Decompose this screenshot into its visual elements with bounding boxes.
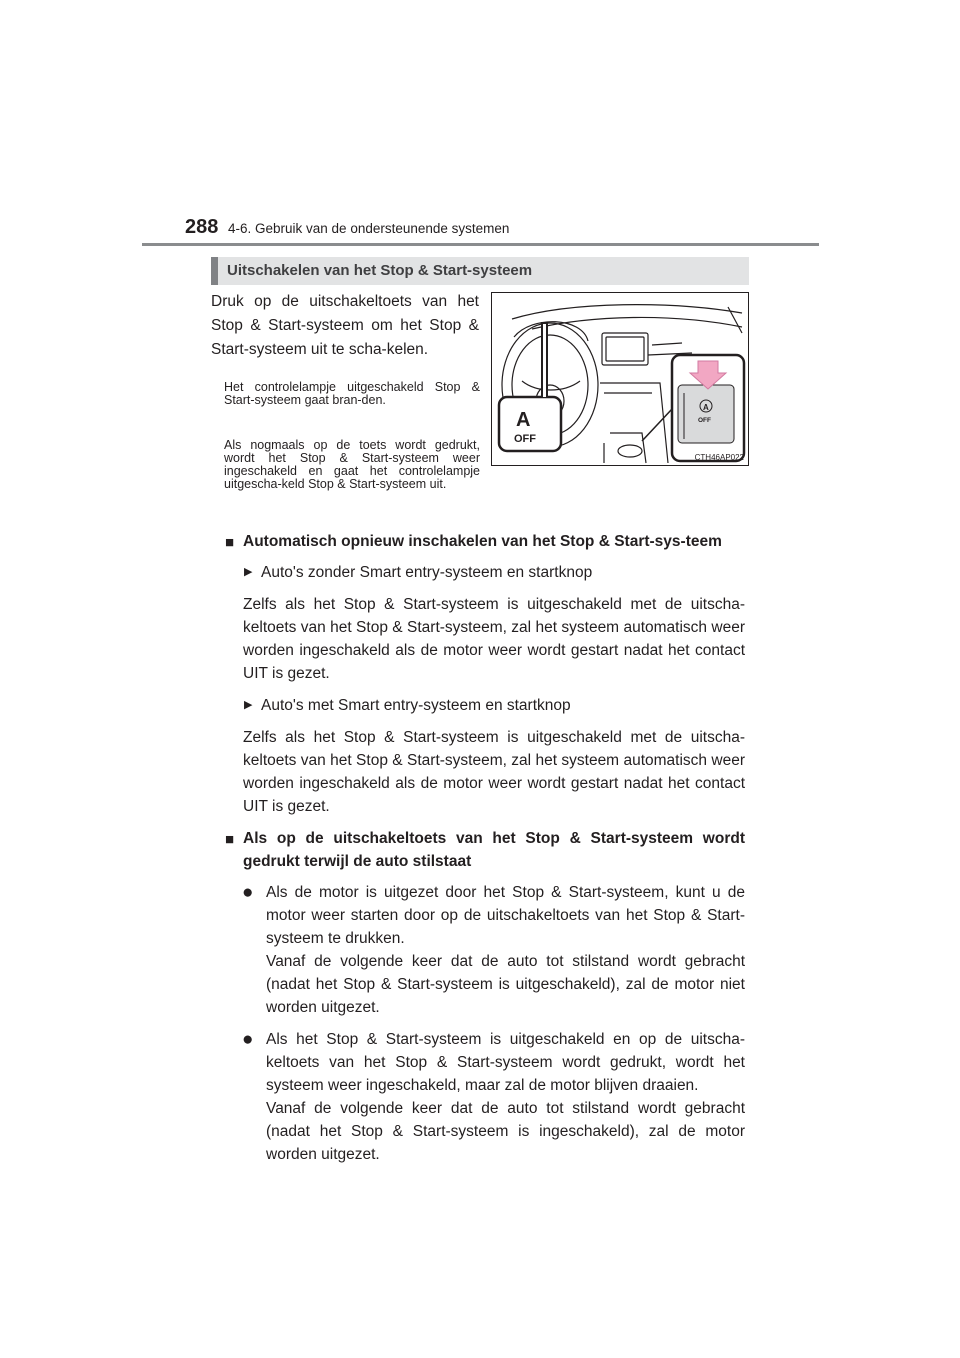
section-heading-2 — [225, 827, 745, 873]
dot-bullet-icon: ● — [242, 882, 254, 903]
section-stationary — [225, 827, 745, 1166]
sub-item-label: Auto's met Smart entry-systeem en startknop — [261, 697, 571, 714]
sub-item-1 — [225, 561, 745, 584]
triangle-icon: ▶ — [244, 699, 253, 711]
header-rule — [142, 243, 819, 246]
note-2: Als nogmaals op de toets wordt gedrukt, wordt het Stop & Start-systeem weer ingeschakeld en gaat het controlelampje uitgescha-keld Stop & Start-systeem uit. — [224, 438, 480, 491]
sub-item-text: Zelfs als het Stop & Start-systeem is uitgeschakeld met de uitscha-keltoets van het Stop & Start-systeem, zal het systeem automatisch weer worden ingeschakeld als de motor weer wordt gestart nadat het contact UIT is gezet. — [243, 729, 745, 815]
figure-code: CTH46AP022 — [694, 453, 744, 462]
dashboard-illustration — [492, 293, 749, 466]
sub-item-label: Auto's zonder Smart entry-systeem en startknop — [261, 564, 593, 581]
figure-label-a: A — [516, 409, 531, 431]
dashboard-figure — [491, 292, 749, 466]
content — [225, 530, 745, 1175]
intro-text: Druk op de uitschakeltoets van het Stop & Start-systeem om het Stop & Start-systeem uit te scha-kelen. — [211, 293, 479, 358]
section-heading-1 — [225, 530, 745, 553]
page-number: 288 — [185, 216, 219, 238]
section-heading-text: Automatisch opnieuw inschakelen van het Stop & Start-sys-teem — [243, 533, 722, 550]
bullet-item-2 — [225, 1028, 745, 1166]
square-bullet-icon: ■ — [225, 831, 235, 848]
button-label-off: OFF — [698, 417, 711, 424]
note-1: Het controlelampje uitgeschakeld Stop & Start-systeem gaat bran-den. — [224, 380, 480, 407]
section-auto-restart — [225, 530, 745, 818]
bullet-item-1 — [225, 881, 745, 1019]
dot-bullet-icon: ● — [242, 1029, 254, 1050]
heading-title: Uitschakelen van het Stop & Start-systeem — [227, 262, 533, 279]
callout-right — [642, 355, 744, 461]
figure-label-off: OFF — [514, 433, 536, 445]
sub-item-2 — [225, 694, 745, 717]
triangle-icon: ▶ — [244, 566, 253, 578]
bullet-text: Als het Stop & Start-systeem is uitgeschakeld en op de uitscha-keltoets van het Stop & Start-systeem wordt gedrukt, wordt het systeem weer ingeschakeld, maar zal de motor blijven draaien. — [266, 1031, 745, 1094]
sub-item-text: Zelfs als het Stop & Start-systeem is uitgeschakeld met de uitscha-keltoets van het Stop & Start-systeem, zal het systeem automatisch weer worden ingeschakeld als de motor weer wordt gestart nadat het contact UIT is gezet. — [243, 596, 745, 682]
bullet-text: Vanaf de volgende keer dat de auto tot stilstand wordt gebracht (nadat het Stop & Start-systeem is uitgeschakeld), zal de motor niet worden uitgezet. — [266, 953, 745, 1016]
section-heading-text: Als op de uitschakeltoets van het Stop & Start-systeem wordt gedrukt terwijl de auto stilstaat — [243, 830, 745, 870]
square-bullet-icon: ■ — [225, 534, 235, 551]
section-title: 4-6. Gebruik van de ondersteunende systemen — [228, 221, 510, 236]
bullet-text: Vanaf de volgende keer dat de auto tot stilstand wordt gebracht (nadat het Stop & Start-systeem is ingeschakeld), zal de motor worden uitgezet. — [266, 1100, 745, 1163]
button-label-a: A — [703, 403, 709, 412]
bullet-text: Als de motor is uitgezet door het Stop & Start-systeem, kunt u de motor weer starten door op de uitschakeltoets van het Stop & Start-systeem te drukken. — [266, 884, 745, 947]
heading-bar — [211, 257, 749, 285]
